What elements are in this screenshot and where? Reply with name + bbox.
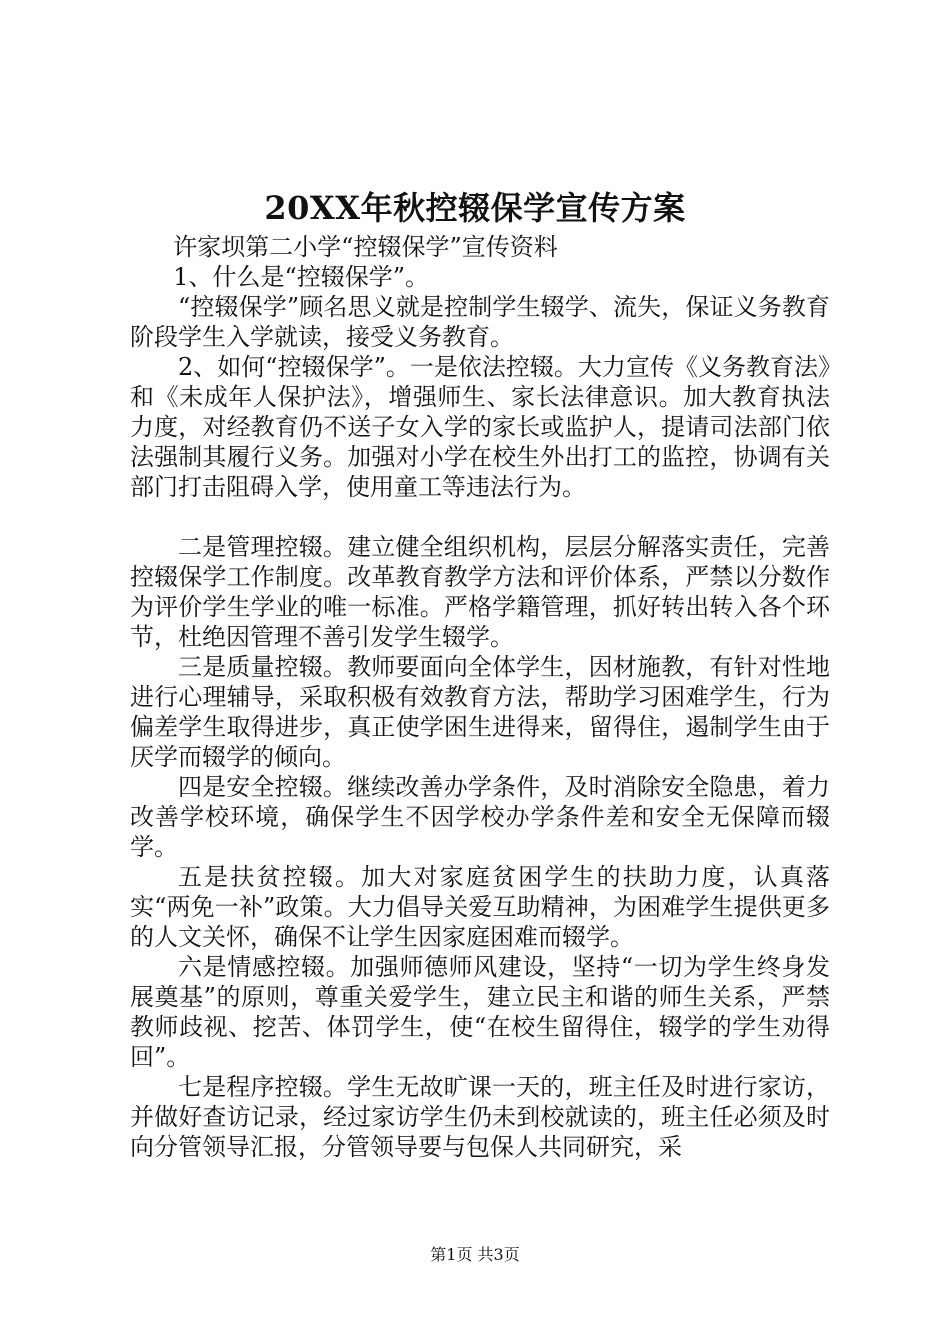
paragraph-quality-control: 三是质量控辍。教师要面向全体学生，因材施教，有针对性地进行心理辅导，采取积极有效教育方法，帮助学习困难学生，行为偏差学生取得进步，真正使学困生进得来，留得住，遏制学生由于厌学而辍学的倾向。	[130, 653, 830, 771]
paragraph-management-control: 二是管理控辍。建立健全组织机构，层层分解落实责任，完善控辍保学工作制度。改革教育教学方法和评价体系，严禁以分数作为评价学生学业的唯一标准。严格学籍管理，抓好转出转入各个环节，杜绝因管理不善引发学生辍学。	[130, 533, 830, 651]
blank-line	[130, 502, 830, 532]
document-title: 20XX年秋控辍保学宣传方案	[264, 189, 686, 227]
paragraph-procedure-control: 七是程序控辍。学生无故旷课一天的，班主任及时进行家访，并做好查访记录，经过家访学生仍未到校就读的，班主任必须及时向分管领导汇报，分管领导要与包保人共同研究，采	[130, 1073, 830, 1161]
paragraph-heading-source: 许家坝第二小学“控辍保学”宣传资料	[173, 233, 558, 261]
paragraph-poverty-control: 五是扶贫控辍。加大对家庭贫困学生的扶助力度，认真落实“两免一补”政策。大力倡导关爱互助精神，为困难学生提供更多的人文关怀，确保不让学生因家庭困难而辍学。	[130, 863, 830, 951]
page-number-footer: 第1页 共3页	[430, 1245, 520, 1264]
paragraph-question-1: 1、什么是“控辍保学”。	[173, 263, 429, 291]
paragraph-safety-control: 四是安全控辍。继续改善办学条件，及时消除安全隐患，着力改善学校环境，确保学生不因学校办学条件差和安全无保障而辍学。	[130, 773, 830, 861]
document-body	[130, 232, 830, 1162]
paragraph-answer-1: “控辍保学”顾名思义就是控制学生辍学、流失，保证义务教育阶段学生入学就读，接受义务教育。	[130, 293, 830, 351]
paragraph-question-2: 2、如何“控辍保学”。一是依法控辍。大力宣传《义务教育法》和《未成年人保护法》，增强师生、家长法律意识。加大教育执法力度，对经教育仍不送子女入学的家长或监护人，提请司法部门依法强制其履行义务。加强对小学在校生外出打工的监控，协调有关部门打击阻碍入学，使用童工等违法行为。	[130, 353, 830, 501]
paragraph-emotion-control: 六是情感控辍。加强师德师风建设，坚持“一切为学生终身发展奠基”的原则，尊重关爱学生，建立民主和谐的师生关系，严禁教师歧视、挖苦、体罚学生，使“在校生留得住，辍学的学生劝得回”。	[130, 953, 830, 1071]
